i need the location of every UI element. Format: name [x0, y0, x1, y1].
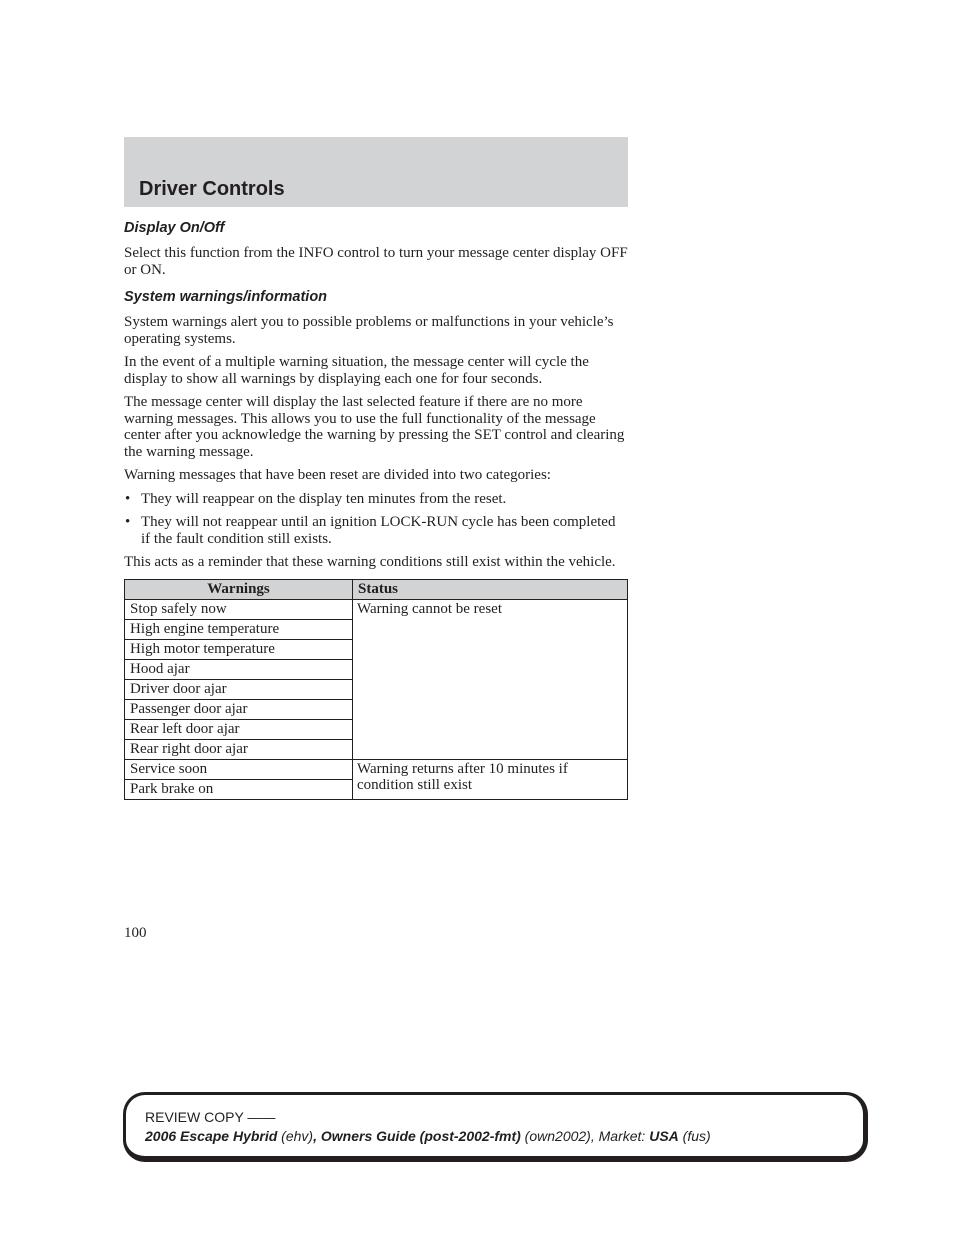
footer-market-label: , Market:	[590, 1128, 650, 1144]
heading-system-warnings: System warnings/information	[124, 289, 328, 305]
warning-cell: Park brake on	[125, 779, 353, 799]
footer-market: USA	[649, 1128, 679, 1144]
column-header-status: Status	[353, 579, 628, 599]
table-row	[125, 759, 628, 779]
paragraph: In the event of a multiple warning situation, the message center will cycle the display to show all warnings by displaying each one for four seconds.	[124, 354, 589, 387]
footer-separator: ,	[313, 1128, 321, 1144]
page-content	[124, 219, 628, 800]
footer-model: 2006 Escape Hybrid	[145, 1128, 278, 1144]
page-number: 100	[124, 925, 147, 941]
footer-model-code: (ehv)	[277, 1128, 314, 1144]
table-row	[125, 599, 628, 619]
bullet-text: They will not reappear until an ignition LOCK-RUN cycle has been completed if the fault condition still exists.	[141, 514, 616, 547]
list-item	[124, 491, 628, 508]
review-copy-footer	[123, 1092, 868, 1162]
paragraph: Warning messages that have been reset are divided into two categories:	[124, 467, 551, 483]
footer-guide: Owners Guide (post-2002-fmt)	[320, 1128, 521, 1144]
warning-cell: Hood ajar	[125, 659, 353, 679]
paragraph: This acts as a reminder that these warning conditions still exist within the vehicle.	[124, 554, 616, 570]
table-header-row	[125, 579, 628, 599]
status-cell: Warning cannot be reset	[353, 599, 628, 759]
warning-cell: High engine temperature	[125, 619, 353, 639]
paragraph: The message center will display the last selected feature if there are no more warning messages. This allows you to use the full functionality of the message center after you acknowledge the warning by pressing the SET control and clearing the warning message.	[124, 394, 625, 460]
warning-cell: Rear left door ajar	[125, 719, 353, 739]
bullet-icon: •	[125, 490, 131, 507]
paragraph: Select this function from the INFO control to turn your message center display OFF or ON.	[124, 245, 628, 278]
warnings-table	[124, 579, 628, 800]
section-header-band	[124, 137, 628, 207]
bullet-list	[124, 491, 628, 548]
footer-market-code: (fus)	[678, 1128, 711, 1144]
footer-line-1: REVIEW COPY ——	[145, 1109, 276, 1125]
footer-guide-code: (own2002)	[520, 1128, 591, 1144]
paragraph: System warnings alert you to possible problems or malfunctions in your vehicle’s operating systems.	[124, 314, 614, 347]
footer-line-2	[145, 1127, 711, 1146]
section-title: Driver Controls	[139, 178, 285, 200]
bullet-text: They will reappear on the display ten minutes from the reset.	[141, 490, 507, 507]
warning-cell: High motor temperature	[125, 639, 353, 659]
bullet-icon: •	[125, 514, 131, 530]
list-item	[124, 514, 628, 547]
status-cell: Warning returns after 10 minutes if condition still exist	[353, 759, 628, 799]
heading-display-on-off: Display On/Off	[124, 220, 225, 236]
column-header-warnings: Warnings	[125, 579, 353, 599]
warning-cell: Driver door ajar	[125, 679, 353, 699]
warning-cell: Passenger door ajar	[125, 699, 353, 719]
footer-text	[145, 1108, 711, 1146]
warning-cell: Stop safely now	[125, 599, 353, 619]
warning-cell: Service soon	[125, 759, 353, 779]
warning-cell: Rear right door ajar	[125, 739, 353, 759]
